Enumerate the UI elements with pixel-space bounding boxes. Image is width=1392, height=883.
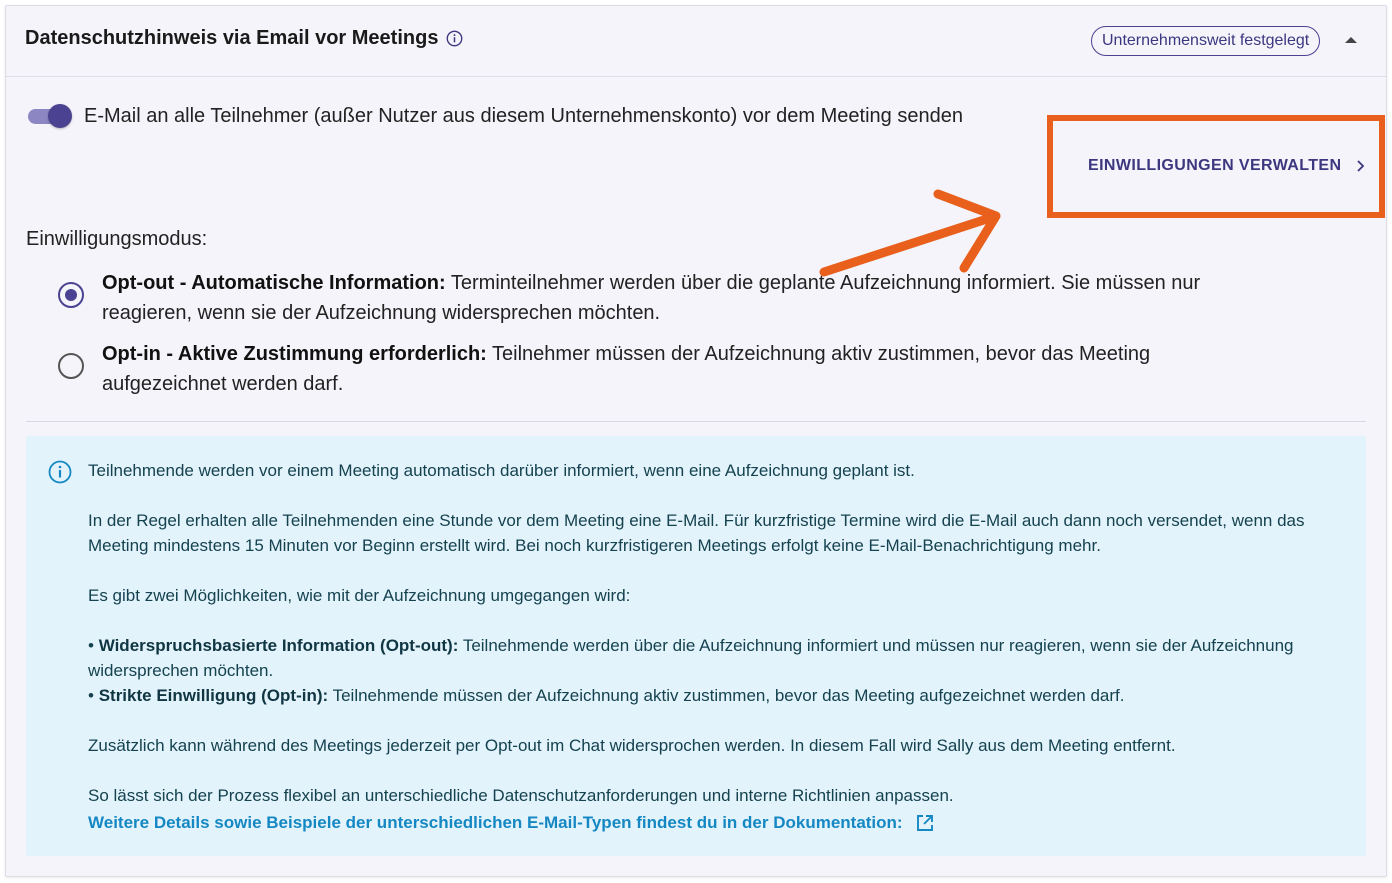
info-bullet-opt-out: • Widerspruchsbasierte Information (Opt-out): Teilnehmende werden über die Aufzeichnung informiert und müssen nur reagieren, wenn sie der Aufzeichnung widersprechen möchten. [88, 636, 1294, 680]
bullet-title: Widerspruchsbasierte Information (Opt-out): [98, 636, 459, 655]
external-link-icon [915, 813, 935, 833]
card-header[interactable] [6, 6, 1386, 77]
radio-option-opt-in[interactable] [58, 339, 1218, 399]
info-box [26, 436, 1366, 856]
opt-in-description: Teilnehmer müssen der Aufzeichnung aktiv zustimmen, bevor das Meeting aufgezeichnet werden darf. [102, 343, 1151, 395]
info-paragraph: Zusätzlich kann während des Meetings jederzeit per Opt-out im Chat widersprochen werden. In diesem Fall wird Sally aus dem Meeting entfernt. [88, 736, 1176, 755]
info-icon [48, 460, 72, 484]
annotation-highlight-box [1047, 115, 1385, 218]
manage-consents-label: EINWILLIGUNGEN VERWALTEN [1088, 157, 1342, 174]
section-title [25, 27, 463, 50]
info-paragraph: Es gibt zwei Möglichkeiten, wie mit der Aufzeichnung umgegangen wird: [88, 586, 631, 605]
radio-button-opt-in[interactable] [58, 353, 84, 379]
info-icon[interactable] [446, 30, 463, 47]
info-paragraph: In der Regel erhalten alle Teilnehmenden eine Stunde vor dem Meeting eine E-Mail. Für kurzfristige Termine wird die E-Mail auch dann noch versendet, wenn das Meeting mindestens 15 Minuten vor Beginn erstellt wird. Bei noch kurzfristigeren Meetings erfolgt keine E-Mail-Benachrichtigung mehr. [88, 511, 1305, 555]
radio-option-opt-out[interactable] [58, 268, 1218, 328]
bullet-text: Teilnehmende werden über die Aufzeichnung informiert und müssen nur reagieren, wenn sie der Aufzeichnung widersprechen möchten. [88, 636, 1294, 680]
opt-in-title: Opt-in - Aktive Zustimmung erforderlich: [102, 343, 487, 365]
toggle-thumb [48, 104, 72, 128]
radio-text-opt-in [102, 339, 1218, 399]
opt-out-description: Terminteilnehmer werden über die geplante Aufzeichnung informiert. Sie müssen nur reagieren, wenn sie der Aufzeichnung widersprechen möchten. [102, 272, 1201, 324]
info-paragraph: So lässt sich der Prozess flexibel an unterschiedliche Datenschutzanforderungen und interne Richtlinien anpassen. [88, 786, 954, 805]
email-toggle[interactable] [26, 104, 74, 128]
documentation-link[interactable] [88, 810, 935, 835]
bullet-text: Teilnehmende müssen der Aufzeichnung aktiv zustimmen, bevor das Meeting aufgezeichnet werden darf. [332, 686, 1125, 705]
annotation-arrow-icon [810, 180, 1010, 290]
radio-text-opt-out [102, 268, 1218, 328]
email-toggle-row [26, 104, 963, 128]
company-wide-badge: Unternehmensweit festgelegt [1091, 26, 1320, 56]
bullet-title: Strikte Einwilligung (Opt-in): [98, 686, 329, 705]
consent-mode-label: Einwilligungsmodus: [26, 228, 208, 250]
divider [26, 421, 1366, 422]
documentation-link-text: Weitere Details sowie Beispiele der unterschiedlichen E-Mail-Typen findest du in der Dokumentation: [88, 813, 903, 832]
info-paragraph: Teilnehmende werden vor einem Meeting automatisch darüber informiert, wenn eine Aufzeichnung geplant ist. [88, 461, 915, 480]
email-toggle-label: E-Mail an alle Teilnehmer (außer Nutzer aus diesem Unternehmenskonto) vor dem Meeting senden [84, 104, 963, 127]
documentation-link-row [88, 810, 1348, 835]
section-title-text: Datenschutzhinweis via Email vor Meetings [25, 27, 439, 49]
opt-out-title: Opt-out - Automatische Information: [102, 272, 446, 294]
chevron-up-icon[interactable] [1344, 35, 1358, 45]
info-bullet-opt-in: • Strikte Einwilligung (Opt-in): Teilnehmende müssen der Aufzeichnung aktiv zustimmen, bevor das Meeting aufgezeichnet werden darf. [88, 686, 1125, 705]
info-content [88, 458, 1348, 835]
radio-button-opt-out[interactable] [58, 282, 84, 308]
